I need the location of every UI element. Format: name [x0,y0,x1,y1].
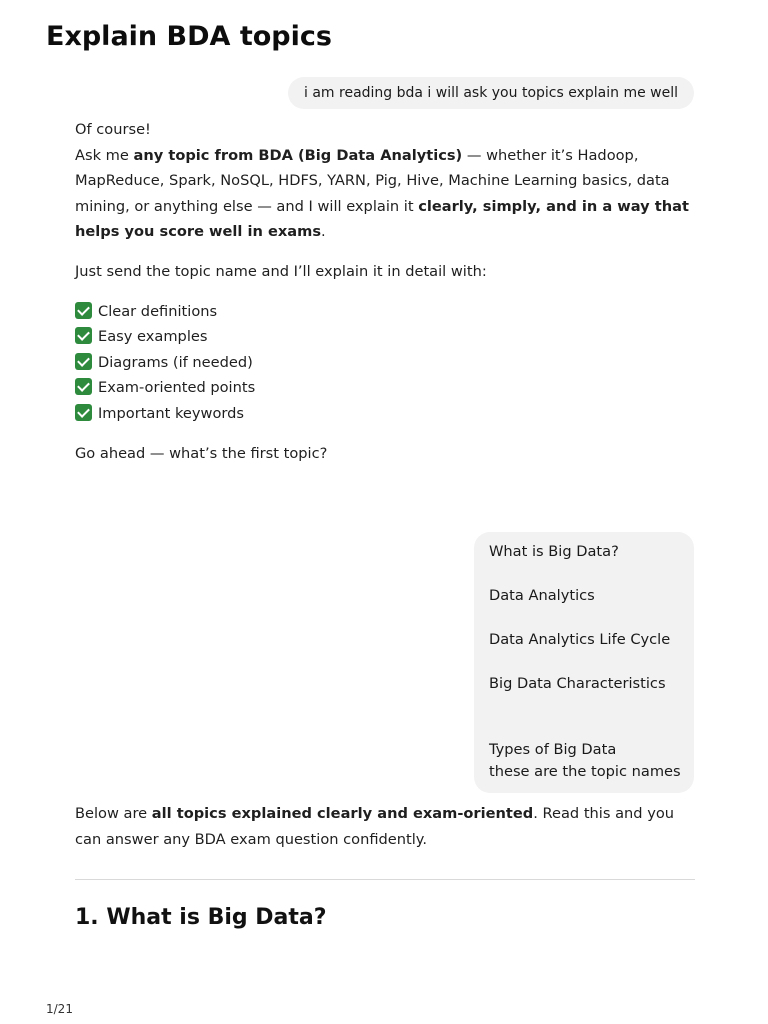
section-heading: 1. What is Big Data? [75,905,327,930]
feature-label: Important keywords [98,404,245,422]
check-mark-button-icon [75,378,92,395]
page-number: 1/21 [46,1002,73,1016]
ask-prefix: Ask me [75,146,134,164]
feature-label: Diagrams (if needed) [98,353,253,371]
section-divider [75,879,695,880]
user-topics-bubble [474,532,694,793]
assistant-send-line: Just send the topic name and I’ll explain it in detail with: [75,262,487,280]
check-mark-button-icon [75,353,92,370]
topic-note: these are the topic names [489,763,681,780]
assistant-ask-paragraph [75,143,695,245]
check-mark-button-icon [75,302,92,319]
feature-label: Easy examples [98,328,208,346]
feature-item [75,324,695,350]
check-mark-button-icon [75,404,92,421]
topic-line: What is Big Data? [489,543,619,560]
ask-suffix: . [321,223,326,241]
page-title: Explain BDA topics [46,21,332,52]
user-message-bubble: i am reading bda i will ask you topics explain me well [288,77,694,109]
topic-line: Types of Big Data [489,741,617,758]
assistant-closing: Go ahead — what’s the first topic? [75,444,328,462]
ask-middle: — whether it’s Hadoop, MapReduce, Spark, NoSQL, HDFS, YARN, Pig, Hive, Machine Learning basics, data mining, or anything else — and I will explain it [75,146,670,215]
check-mark-button-icon [75,327,92,344]
ask-bold-topic: any topic from BDA (Big Data Analytics) [133,146,463,164]
assistant-message [75,117,695,466]
assistant-opening: Of course! [75,121,151,138]
feature-item [75,350,695,376]
feature-label: Exam-oriented points [98,379,256,397]
feature-label: Clear definitions [98,302,218,320]
topic-line: Data Analytics [489,587,595,604]
feature-item [75,299,695,325]
feature-item [75,375,695,401]
intro-prefix: Below are [75,805,152,822]
ask-bold-promise: clearly, simply, and in a way that helps you score well in exams [75,197,689,241]
intro-bold: all topics explained clearly and exam-oriented [151,805,534,822]
response-intro [75,801,695,852]
feature-item [75,401,695,427]
topic-line: Big Data Characteristics [489,675,666,692]
feature-list [75,299,695,427]
intro-suffix: . Read this and you can answer any BDA exam question confidently. [75,805,675,848]
topic-line: Data Analytics Life Cycle [489,631,671,648]
